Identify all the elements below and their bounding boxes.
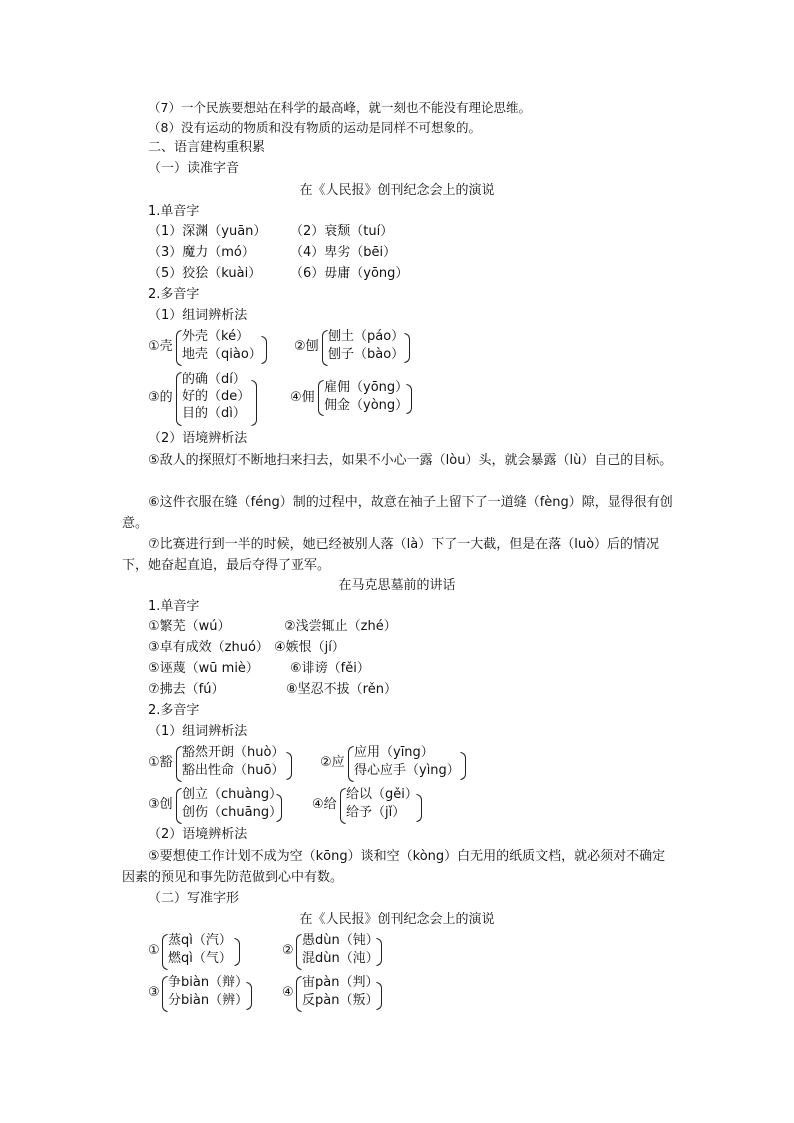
single-item: （2）衰颓（tuí） — [290, 224, 394, 239]
line-8: （8）没有运动的物质和没有物质的运动是同样不可想象的。 — [148, 120, 481, 135]
subsection-heading: （二）写准字形 — [148, 891, 240, 906]
group-item: 燃qì（气） — [168, 951, 232, 966]
group-item: 目的（dì） — [182, 406, 246, 421]
single-item: （6）毋庸（yōng） — [290, 266, 409, 281]
right-bracket — [286, 752, 292, 780]
group-label: ② — [282, 943, 294, 958]
group-item: 给以（gěi） — [346, 787, 418, 802]
line-7: （7）一个民族要想站在科学的最高峰，就一刻也不能没有理论思维。 — [148, 100, 531, 115]
multi-heading: 2.多音字 — [148, 287, 200, 302]
context-heading: （2）语境辨析法 — [148, 431, 248, 446]
right-bracket — [246, 982, 252, 1010]
group-item: 创伤（chuāng） — [182, 805, 283, 820]
group-heading: （1）组词辨析法 — [148, 724, 248, 739]
group-item: 得心应手（yìng） — [354, 763, 460, 778]
group-item: 好的（de） — [182, 389, 251, 404]
group-item: 争biàn（辩） — [168, 975, 249, 990]
right-bracket — [276, 794, 282, 822]
right-bracket — [404, 333, 410, 363]
group-item: 雇佣（yōng） — [324, 380, 409, 395]
group-item: 刨土（páo） — [328, 329, 405, 344]
group-item: 分biàn（辨） — [168, 993, 249, 1008]
context-paragraph: ⑦比赛进行到一半的时候，她已经被别人落（là）下了一大截，但是在落（luò）后的情况下，她奋起直追，最后夺得了亚军。 — [122, 537, 660, 573]
article-title: 在马克思墓前的讲话 — [338, 578, 456, 593]
multi-heading: 2.多音字 — [148, 703, 200, 718]
right-bracket — [251, 380, 257, 426]
right-bracket — [234, 938, 240, 966]
group-item: 刨子（bào） — [328, 347, 405, 362]
group-label: ④给 — [312, 797, 337, 812]
group-label: ③的 — [148, 390, 173, 405]
article-title: 在《人民报》创刊纪念会上的演说 — [299, 183, 495, 198]
context-paragraph: ⑤敌人的探照灯不断地扫来扫去，如果不小心一露（lòu）头，就会暴露（lù）自己的目标。 — [148, 453, 673, 468]
right-bracket — [416, 794, 422, 822]
group-item: 宙pàn（判） — [302, 975, 379, 990]
context-paragraph: ⑥这件衣服在缝（féng）制的过程中，故意在袖子上留下了一道缝（fèng）隙，显得很有创意。 — [122, 495, 673, 531]
single-item: ①繁芜（wú） — [148, 619, 231, 634]
group-item: 应用（yīng） — [354, 745, 434, 760]
single-item: ⑧坚忍不拔（rěn） — [286, 682, 397, 697]
context-paragraph: ⑤要想使工作计划不成为空（kōng）谈和空（kòng）白无用的纸质文档，就必须对不确定因素的预见和事先防范做到心中有数。 — [122, 849, 666, 885]
group-item: 豁出性命（huō） — [182, 763, 285, 778]
group-heading: （1）组词辨析法 — [148, 308, 248, 323]
group-item: 混dùn（沌） — [302, 951, 379, 966]
single-heading: 1.单音字 — [148, 599, 200, 614]
group-item: 蒸qì（汽） — [168, 933, 232, 948]
right-bracket — [376, 938, 382, 966]
right-bracket — [406, 384, 412, 414]
right-bracket — [376, 982, 382, 1010]
group-item: 豁然开朗（huò） — [182, 745, 285, 760]
single-item: ④嫉恨（jí） — [274, 640, 345, 655]
group-label: ③ — [148, 985, 160, 1000]
single-item: （5）狡狯（kuài） — [148, 266, 262, 281]
subsection-heading: （一）读准字音 — [148, 161, 240, 176]
right-bracket — [460, 752, 466, 780]
single-item: ③卓有成效（zhuó） — [148, 640, 269, 655]
single-item: （3）魔力（mó） — [148, 245, 255, 260]
group-item: 愚dùn（钝） — [302, 933, 379, 948]
group-item: 给予（jǐ） — [346, 805, 406, 820]
group-label: ①壳 — [148, 339, 173, 354]
single-heading: 1.单音字 — [148, 204, 200, 219]
single-item: （4）卑劣（bēi） — [290, 245, 397, 260]
single-item: （1）深渊（yuān） — [148, 224, 267, 239]
group-label: ① — [148, 943, 160, 958]
single-item: ②浅尝辄止（zhé） — [284, 619, 397, 634]
group-label: ④ — [282, 985, 294, 1000]
group-item: 反pàn（叛） — [302, 993, 379, 1008]
group-item: 创立（chuàng） — [182, 787, 283, 802]
context-heading: （2）语境辨析法 — [148, 827, 248, 842]
single-item: ⑥诽谤（fěi） — [290, 661, 370, 676]
group-label: ②应 — [320, 755, 345, 770]
article-title: 在《人民报》创刊纪念会上的演说 — [299, 912, 495, 927]
group-item: 地壳（qiào） — [182, 347, 262, 362]
group-item: 佣金（yòng） — [324, 398, 409, 413]
group-item: 外壳（ké） — [182, 329, 250, 344]
group-item: 的确（dí） — [182, 372, 246, 387]
group-label: ③创 — [148, 797, 173, 812]
group-label: ②刨 — [294, 339, 319, 354]
group-label: ④佣 — [290, 390, 315, 405]
right-bracket — [261, 336, 267, 364]
section-heading: 二、语言建构重积累 — [148, 140, 266, 155]
single-item: ⑦拂去（fú） — [148, 682, 225, 697]
single-item: ⑤诬蔑（wū miè） — [148, 661, 259, 676]
group-label: ①豁 — [148, 755, 173, 770]
